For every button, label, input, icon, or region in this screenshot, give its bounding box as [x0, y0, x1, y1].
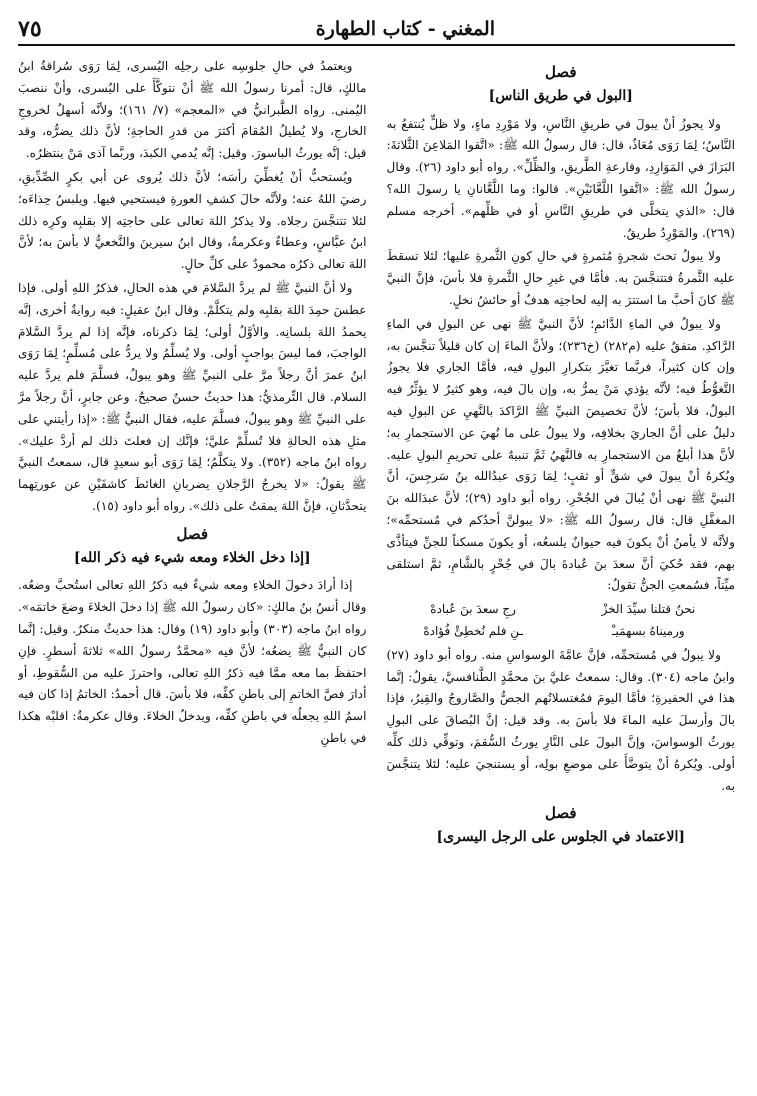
paragraph: إذا أرادَ دخولَ الخلاءِ ومعه شيءٌ فيه ذكرُ اللهِ تعالى استُحبَّ وضعُه. وقال أنسُ بنُ مالكٍ: «كان رسولُ الله ﷺ إذا دخلَ الخلاءَ وضعَ خاتمَه». رواه ابنُ ماجه (٣٠٣) وأبو داود (١٩) وقال: هذا حديثٌ منكرٌ. وقيل: إنَّما كان النبيُّ ﷺ يضعُه؛ لأنَّ فيه «محمَّدٌ رسولُ الله» ثلاثةَ أسطرٍ. فإنِ احتفظَ بما معه ممَّا فيه ذكرُ اللهِ تعالى، واحترزَ عليه من السُّقوطِ، أو أدارَ فصَّ الخاتمِ إلى باطنِ كفِّه، فلا بأسَ. قال أحمدُ: الخاتمُ إذا كان فيه اسمُ اللهِ يجعلُه في باطنِ كفِّه، ويدخلُ الخلاءَ. وقال عكرمةُ: اقلبْه هكذا في باطنِ — [18, 578, 367, 745]
poem-verses — [393, 599, 730, 643]
paragraph: ولا أنَّ النبيَّ ﷺ لم يردَّ السَّلامَ في هذه الحالِ، فذكرُ اللهِ أولى. فإذا عطسَ حمِدَ اللهَ بقلبِه ولم يتكلَّمْ. وقال ابنُ عقيلٍ: فيه روايةٌ أخرى، إنَّه يحمدُ اللهَ بلسانِه. والأوَّلُ أولى؛ لِمَا ذكرناه، فإنَّه إذا لم يردَّ السَّلامَ الواجبَ، فما ليسَ بواجبٍ أولى. ولا يُسلِّمُ ولا يردُّ على مُسلِّمٍ؛ لِمَا رَوَى ابنُ عمرَ أنَّ رجلاً مرَّ على النبيِّ ﷺ وهو يبولُ، فسلَّمَ فلم يردَّ عليه السلام. قال التِّرمذيُّ: هذا حديثٌ حسنٌ صحيحٌ. وعن جابرٍ، أنَّ رجلاً مرَّ على النبيِّ ﷺ وهو يبولُ، فسلَّمَ عليه، فقال النبيُّ ﷺ: «إذا رأيتني على مثلِ هذه الحالةِ فلا تُسلِّمْ عليَّ؛ فإنَّك إن فعلتَ ذلك لم أردَّ عليك». رواه ابنُ ماجه (٣٥٢). ولا يتكلَّمُ؛ لِمَا رَوَى أبو سعيدٍ قال، سمعتُ النبيَّ ﷺ يقولُ: «لا يخرجُ الرَّجلانِ يضربانِ الغائطَ كاشفَيْنِ عن عورتِهما يتحدَّثانِ، فإنَّ اللهَ يمقتُ على ذلك». رواه أبو داود (١٥). — [18, 280, 367, 513]
section-subtitle: [البول في طريق الناس] — [488, 87, 633, 104]
poem-hemistich: نحنُ قتلنا سيِّدَ الخزْ — [601, 602, 696, 617]
page-number: ٧٥ — [18, 16, 42, 42]
section-subtitle: [إذا دخل الخلاء ومعه شيء فيه ذكر الله] — [73, 549, 311, 566]
left-column — [18, 56, 367, 1091]
page-header — [18, 8, 735, 46]
paragraph: ولا يبولُ في الماءِ الدَّائمِ؛ لأنَّ النبيَّ ﷺ نهى عن البولِ في الماءِ الرَّاكدِ. متفقٌ عليه (م٢٨٢) (خ٢٣٦)؛ ولأنَّ الماءَ إن كان قليلاً تنجَّسَ به، وإن كان كثيراً، فربَّما تغيَّرَ بتكرارِ البولِ فيه، فأمَّا الجاري فلا يجوزُ التَّغوُّطُ فيه؛ لأنَّه يؤذي مَنْ يمرُّ به، وإن بالَ فيه، وهو كثيرٌ لا يؤثِّرُ فيه البولُ، فلا بأسَ؛ لأنَّ تخصيصَ النبيِّ ﷺ الرَّاكدَ بالنَّهيِ عن البولِ فيه دليلٌ على أنَّ الجاريَ بخلافِه، ولا يبولُ على ما نُهيَ عن الاستجمارِ به؛ لأنَّ هذا أبلغُ من الاستجمارِ به فالنَّهيُ ثَمَّ تنبيهٌ على تحريمِ البولِ عليه. ويُكرهُ أنْ يبولَ في شقٍّ أو ثقبٍ؛ لِمَا رَوَى عبدُالله بنُ سَرجِسَ، أنَّ النبيَّ ﷺ نهى أنْ يُبالَ في الجُحْرِ. رواه أبو داود (٢٩)؛ لأنَّ عبدَالله بنَ المغفَّلِ قال: قال رسولُ الله ﷺ: «لا يبولنَّ أحدُكم في مُستحمِّه»؛ ولأنَّه لا يأمنُ أنْ يكونَ فيه حيوانٌ يلسعُه، أو يكونَ مسكناً للجنِّ فيتأذَّى بهم، فقد حُكيَ أنَّ سعدَ بنَ عُبادةَ بالَ في جُحْرٍ بالشَّامِ، ثمَّ استلقى ميِّتاً، فسُمعتِ الجنُّ تقولُ: — [386, 316, 735, 593]
paragraph: ولا يبولُ في مُستحمِّه، فإنَّ عامَّةَ الوسواسِ منه. رواه أبو داود (٢٧) وابنُ ماجه (٣٠٤). وقال: سمعتُ عليَّ بنَ محمَّدٍ الطَّنافسيَّ، يقولُ: إنَّما هذا في الحفيرةِ؛ فأمَّا اليومَ فمُغتسلاتُهم الجصُّ والصَّاروجُ والقِيرُ، فإذا بالَ وأرسلَ عليه الماءَ فلا بأسَ به. وقد قيل: إنَّ البُصاقَ على البولِ يورثُ الوسواسَ، وإنَّ البولَ على النَّارِ يورثُ السُّقمَ، وتوقِّي ذلك كلِّه أولى. ويُكرهُ أنْ يتوضَّأَ على موضعِ بولِه، أو يستنجيَ عليه؛ لئلا يتنجَّسَ به. — [386, 647, 735, 793]
section-heading: فصل — [544, 63, 577, 81]
poem-hemistich: ـنِ فلم نُخطِئْ فُؤادهْ — [423, 623, 523, 638]
running-title: المغني - كتاب الطهارة — [315, 18, 495, 40]
poem-hemistich: رجِ سعدَ بنَ عُبادهْ — [430, 602, 516, 617]
section-heading: فصل — [544, 804, 577, 823]
section-subtitle: [الاعتماد في الجلوس على الرجل اليسرى] — [436, 829, 686, 846]
paragraph: ولا يبولُ تحتَ شجرةٍ مُثمرةٍ في حالِ كونِ الثَّمرةِ عليها؛ لئلا تسقطَ عليه الثَّمرةُ فتتنجَّسَ به. فأمَّا في غيرِ حالِ الثَّمرةِ فلا بأسَ، فإنَّ النبيَّ ﷺ كانَ أحبَّ ما استترَ به إليه لحاجتِه هدفٌ أو حائشُ نخلٍ. — [386, 249, 735, 307]
text-columns — [18, 56, 735, 1091]
paragraph: ويُستحبُّ أنْ يُغطِّيَ رأسَه؛ لأنَّ ذلك يُروى عن أبي بكرٍ الصِّدِّيقِ، رضيَ اللهُ عنه؛ ولأنَّه حالَ كشفِ العورةِ فيستحيي فيها. ويلبسُ حِذاءَه؛ لئلا تتنجَّسَ رجلاه. ولا يذكرُ اللهَ تعالى على حاجتِه إلا بقلبِه وكرِه ذلك ابنُ عبَّاسٍ، وعطاءٌ وعكرمةُ، وقال ابنُ سيرينَ والنَّخعيُّ لا بأسَ به؛ لأنَّ اللهَ تعالى ذكرُه محمودٌ على كلِّ حالٍ. — [18, 169, 367, 272]
section-heading: فصل — [176, 524, 209, 543]
poem-hemistich: ورميناهُ بسهمَيـْ — [612, 623, 685, 638]
paragraph: ولا يجوزُ أنْ يبولَ في طريقِ النَّاسِ، ولا مَوْرِدِ ماءٍ، ولا ظلٍّ يُنتفعُ به النَّاسُ؛ لِمَا رَوَى مُعَاذٌ، قال: قال رسولُ الله ﷺ: «اتَّقوا المَلاعِنَ الثَّلاثةَ: البَرَازَ في المَوَارِدِ، وقارعةِ الطَّريقِ، والظِّلِّ». رواه أبو داود (٢٦). وقال رسولُ الله ﷺ: «اتَّقوا اللَّعَّانَيْنِ». قالوا: وما اللَّعَّانانِ يا رسولَ الله؟ قال: «الذي يتخلَّى في طريقِ النَّاسِ أو في ظلِّهم». أخرجه مسلم (٢٦٩). والمَوْرِدُ طريقٌ. — [386, 116, 735, 240]
right-column — [387, 56, 736, 1091]
paragraph: ويعتمدُ في حالِ جلوسِه على رجلِه اليُسرى، لِمَا رَوَى سُراقةُ ابنُ مالكٍ، قال: أمرنا رسولُ الله ﷺ أنْ نتوكَّأَ على اليُسرى، وأنْ ننصبَ اليُمنى. رواه الطَّبرانيُّ في «المعجم» (٧/ ١٦١)؛ ولأنَّه أسهلُ لخروجِ الخارجِ، ولا يُطيلُ المُقامَ أكثرَ من قدرِ الحاجةِ؛ لأنَّ ذلك يضرُّه، وقد قيل: إنَّه يورثُ الباسورَ. وقيل: إنَّه يُدمي الكبدَ، وربَّما آذى مَنْ ينتظرُه. — [18, 59, 367, 161]
